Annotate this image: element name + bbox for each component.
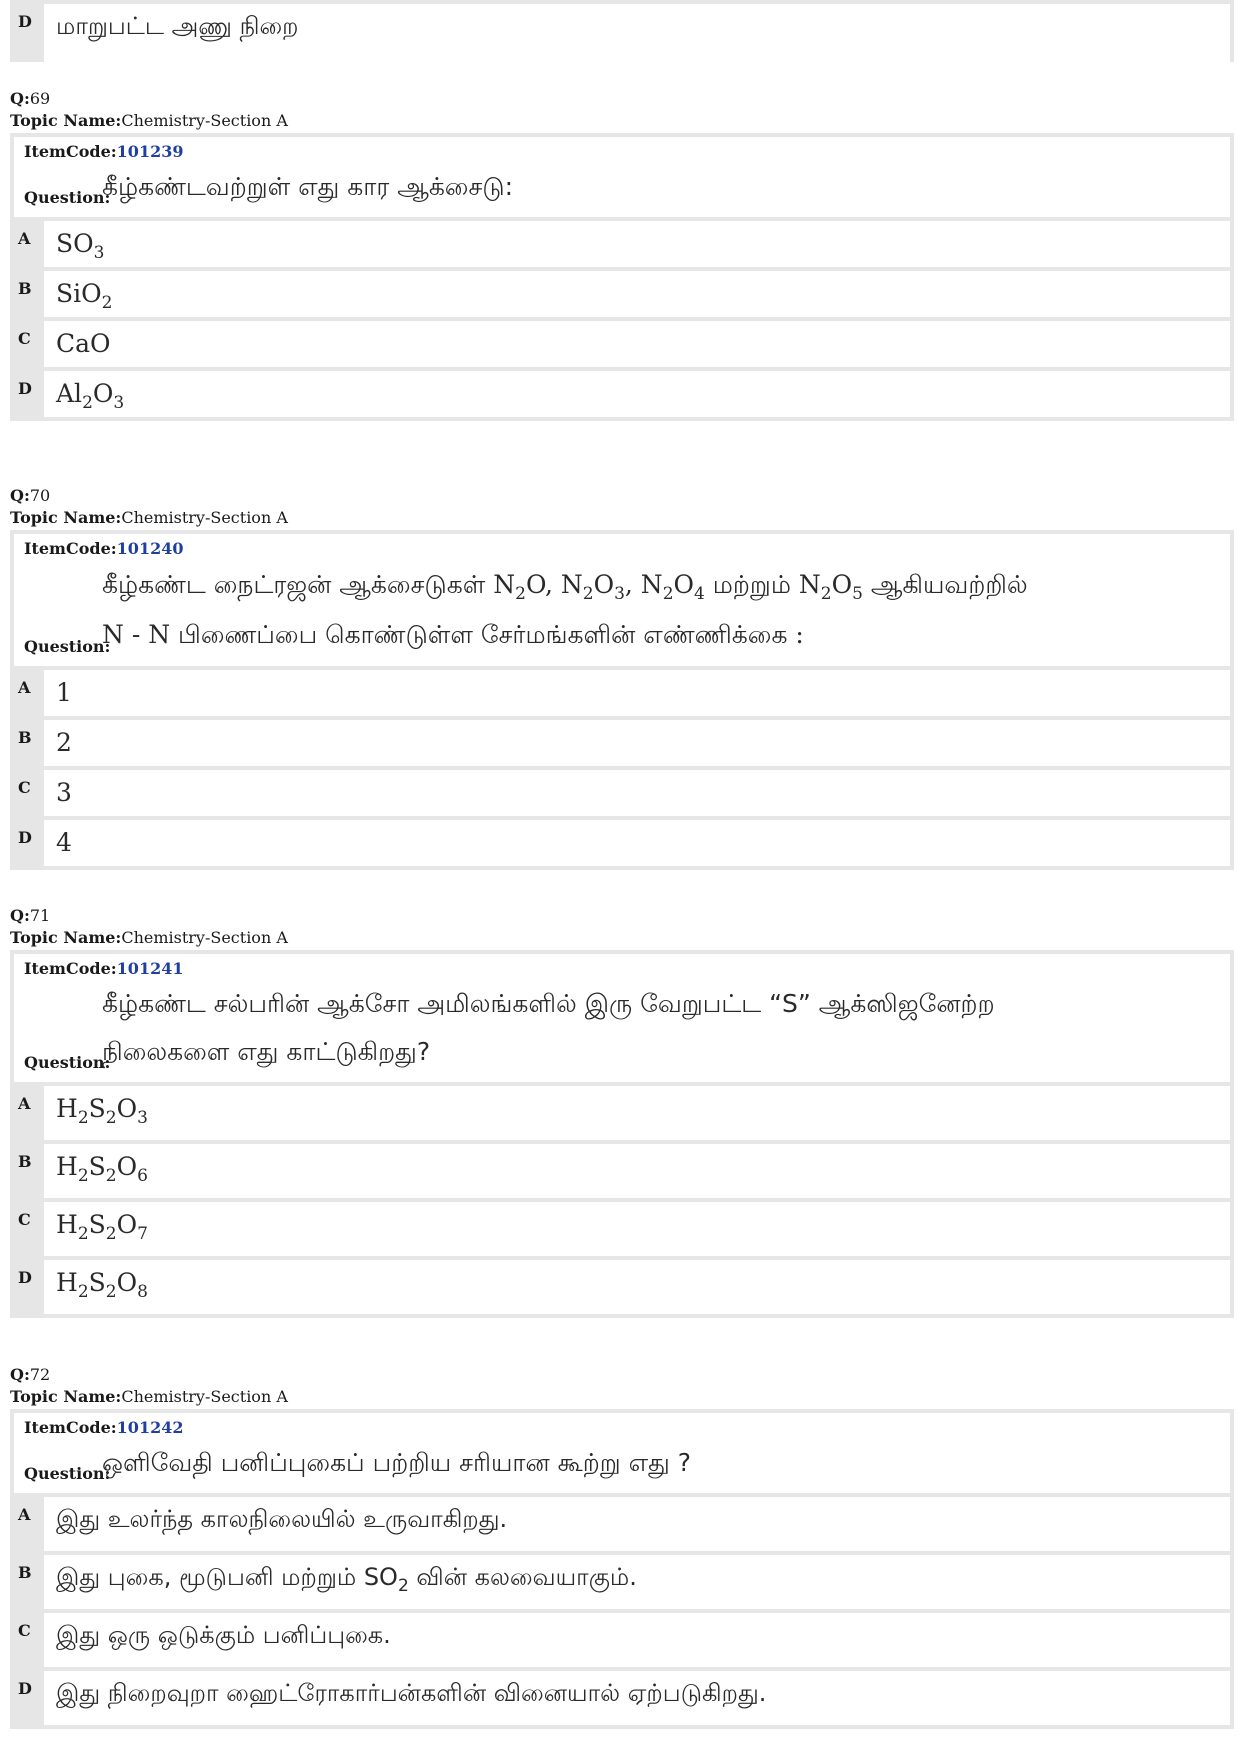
option-letter: D [18, 12, 32, 31]
option-row[interactable]: D $Al_2O_3$ [14, 371, 1230, 417]
question-box [14, 137, 1230, 217]
option-row[interactable]: C 3 [14, 770, 1230, 816]
item-code: ItemCode:101241 [24, 959, 184, 978]
previous-question-fragment [10, 0, 1234, 62]
option-row[interactable]: D 4 [14, 820, 1230, 866]
option-row[interactable]: B $H_2S_2O_6$ [14, 1144, 1230, 1198]
question-text: ஒளிவேதி பனிப்புகைப் பற்றிய சரியான கூற்று எது ? [102, 1448, 691, 1477]
option-row[interactable]: A இது உலர்ந்த காலநிலையில் உருவாகிறது. [14, 1497, 1230, 1551]
question-number: Q:71 [10, 906, 51, 925]
question-number: Q:69 [10, 89, 51, 108]
question-text: கீழ்கண்டவற்றுள் எது கார ஆக்சைடு: [102, 172, 514, 201]
item-code: ItemCode:101239 [24, 142, 184, 161]
question-box [14, 534, 1230, 666]
question-box [14, 1413, 1230, 1493]
question-card [10, 530, 1234, 870]
topic-name: Topic Name:Chemistry-Section A [10, 111, 288, 130]
option-row[interactable]: A $H_2S_2O_3$ [14, 1086, 1230, 1140]
question-card [10, 133, 1234, 421]
option-row[interactable]: B 2 [14, 720, 1230, 766]
item-code: ItemCode:101240 [24, 539, 184, 558]
question-label: Question: [24, 1464, 111, 1483]
item-code: ItemCode:101242 [24, 1418, 184, 1437]
option-text: மாறுபட்ட அணு நிறை [44, 4, 1230, 62]
option-row[interactable]: C CaO [14, 321, 1230, 367]
question-block [10, 485, 1234, 870]
option-row[interactable]: C இது ஒரு ஒடுக்கும் பனிப்புகை. [14, 1613, 1230, 1667]
option-row[interactable]: C $H_2S_2O_7$ [14, 1202, 1230, 1256]
question-box [14, 954, 1230, 1082]
question-number: Q:70 [10, 486, 51, 505]
option-row[interactable]: A $SO_3$ [14, 221, 1230, 267]
option-row[interactable]: D $H_2S_2O_8$ [14, 1260, 1230, 1314]
question-label: Question: [24, 188, 111, 207]
question-block [10, 1364, 1234, 1729]
topic-name: Topic Name:Chemistry-Section A [10, 1387, 288, 1406]
question-block [10, 88, 1234, 421]
question-label: Question: [24, 637, 111, 656]
question-label: Question: [24, 1053, 111, 1072]
question-card [10, 1409, 1234, 1729]
question-number: Q:72 [10, 1365, 51, 1384]
question-card [10, 950, 1234, 1318]
question-text: கீழ்கண்ட சல்பரின் ஆக்சோ அமிலங்களில் இரு வேறுபட்ட “S” ஆக்ஸிஜனேற்ற நிலைகளை எது காட்டுகிறது? [102, 989, 995, 1066]
option-row[interactable] [14, 4, 1230, 62]
question-block [10, 905, 1234, 1318]
topic-name: Topic Name:Chemistry-Section A [10, 928, 288, 947]
option-row[interactable]: A 1 [14, 670, 1230, 716]
option-row[interactable]: B இது புகை, மூடுபனி மற்றும் $SO_2$ வின் கலவையாகும். [14, 1555, 1230, 1609]
option-row[interactable]: B SiO$_2$ [14, 271, 1230, 317]
topic-name: Topic Name:Chemistry-Section A [10, 508, 288, 527]
option-row[interactable]: D இது நிறைவுறா ஹைட்ரோகார்பன்களின் வினையால் ஏற்படுகிறது. [14, 1671, 1230, 1725]
question-text: கீழ்கண்ட நைட்ரஜன் ஆக்சைடுகள் $N_2O$, $N_2O_3$, $N_2O_4$ மற்றும் $N_2O_5$ ஆகியவற்றில் N - N பிணைப்பை கொண்டுள்ள சேர்மங்களின் எண்ணிக்கை : [102, 570, 1028, 649]
